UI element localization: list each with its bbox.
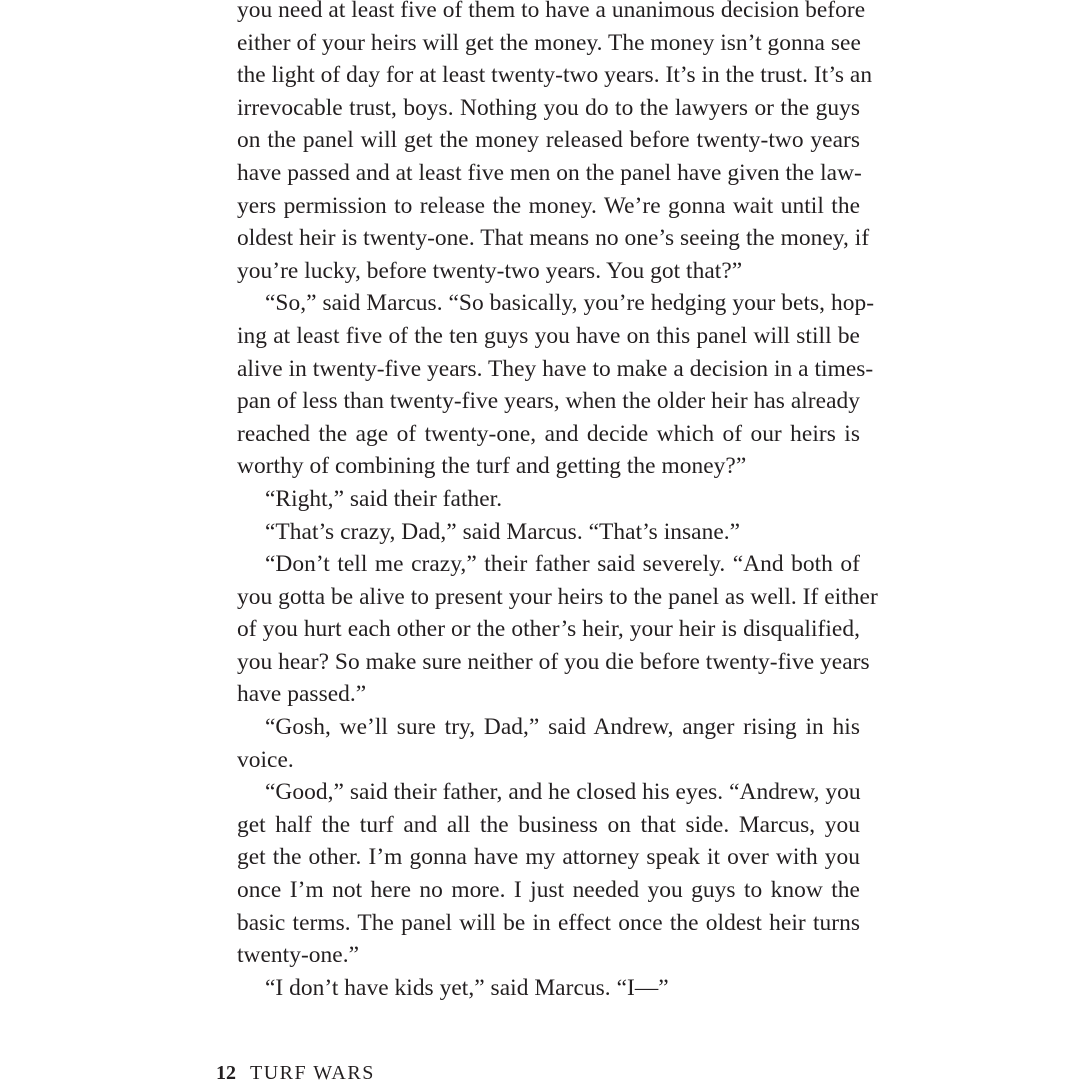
body-text — [237, 0, 878, 1004]
text-line: you gotta be alive to present your heirs to the panel as well. If either — [237, 583, 878, 610]
text-line: oldest heir is twenty-one. That means no one’s seeing the money, if — [237, 225, 870, 252]
page-footer — [216, 1060, 375, 1086]
text-line: you need at least five of them to have a unanimous decision before — [237, 0, 866, 23]
text-line: have passed and at least five men on the panel have given the law- — [237, 159, 862, 186]
text-line: get half the turf and all the business on that side. Marcus, you — [237, 811, 860, 838]
text-line: worthy of combining the turf and getting the money?” — [237, 453, 747, 480]
text-line: you’re lucky, before twenty-two years. You got that?” — [237, 257, 743, 284]
text-line: get the other. I’m gonna have my attorney speak it over with you — [237, 844, 860, 871]
text-line: voice. — [237, 746, 294, 773]
text-line: “That’s crazy, Dad,” said Marcus. “That’s insane.” — [265, 518, 741, 545]
text-line: “So,” said Marcus. “So basically, you’re hedging your bets, hop- — [265, 290, 875, 317]
text-line: irrevocable trust, boys. Nothing you do to the lawyers or the guys — [237, 94, 860, 121]
text-line: have passed.” — [237, 681, 367, 708]
text-line: the light of day for at least twenty-two years. It’s in the trust. It’s an — [237, 62, 873, 89]
text-line: reached the age of twenty-one, and decide which of our heirs is — [237, 420, 860, 447]
text-line: you hear? So make sure neither of you die before twenty-five years — [237, 648, 870, 675]
text-line: on the panel will get the money released before twenty-two years — [237, 127, 860, 154]
text-line: “I don’t have kids yet,” said Marcus. “I—” — [265, 974, 669, 1001]
text-line: ing at least five of the ten guys you have on this panel will still be — [237, 322, 860, 349]
text-line: either of your heirs will get the money. The money isn’t gonna see — [237, 29, 861, 56]
text-line: “Gosh, we’ll sure try, Dad,” said Andrew, anger rising in his — [265, 714, 860, 741]
text-line: once I’m not here no more. I just needed you guys to know the — [237, 877, 860, 904]
text-line: of you hurt each other or the other’s heir, your heir is disqualified, — [237, 616, 860, 643]
text-line: “Right,” said their father. — [265, 485, 503, 512]
text-line: “Don’t tell me crazy,” their father said severely. “And both of — [265, 551, 860, 578]
text-line: twenty-one.” — [237, 942, 360, 969]
text-line: basic terms. The panel will be in effect once the oldest heir turns — [237, 909, 860, 936]
running-head: TURF WARS — [250, 1062, 375, 1084]
text-line: yers permission to release the money. We’re gonna wait until the — [237, 192, 860, 219]
text-line: “Good,” said their father, and he closed his eyes. “Andrew, you — [265, 779, 861, 806]
page-number: 12 — [216, 1062, 236, 1084]
text-line: alive in twenty-five years. They have to make a decision in a times- — [237, 355, 874, 382]
text-line: pan of less than twenty-five years, when the older heir has already — [237, 388, 860, 415]
